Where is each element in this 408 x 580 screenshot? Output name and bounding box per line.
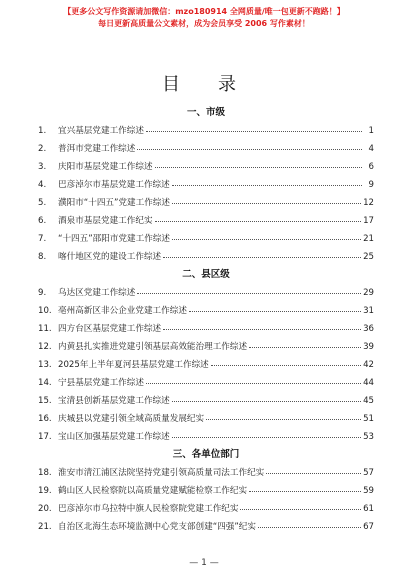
section-heading: 一、市级 <box>186 107 225 118</box>
entry-number: 1. <box>38 126 47 136</box>
entry-number: 5. <box>38 198 47 208</box>
entry-number: 17. <box>38 432 52 442</box>
page-number: — 1 — <box>189 558 219 568</box>
entry-page: 61 <box>363 504 374 514</box>
entry-number: 21. <box>38 522 52 532</box>
entry-title: 亳州高新区非公企业党建工作综述 <box>58 306 187 316</box>
toc-entry[interactable] <box>38 284 374 302</box>
entry-title: 乌达区党建工作综述 <box>58 288 136 298</box>
dot-leader <box>172 401 361 402</box>
toc-entry[interactable] <box>38 410 374 428</box>
toc-entry[interactable] <box>38 212 374 230</box>
entry-title: 宝清县创新基层党建工作综述 <box>58 396 170 406</box>
dot-leader <box>155 221 362 222</box>
toc-entry[interactable] <box>38 356 374 374</box>
toc-entry[interactable] <box>38 230 374 248</box>
dot-leader <box>172 239 361 240</box>
entry-number: 18. <box>38 468 52 478</box>
entry-page: 9 <box>368 180 374 190</box>
entry-page: 6 <box>368 162 374 172</box>
entry-page: 59 <box>363 486 374 496</box>
entry-title: 巴彦淖尔市乌拉特中旗人民检察院党建工作纪实 <box>58 504 239 514</box>
entry-title: 酒泉市基层党建工作纪实 <box>58 216 153 226</box>
entry-page: 4 <box>368 144 374 154</box>
entry-page: 67 <box>363 522 374 532</box>
entry-number: 6. <box>38 216 47 226</box>
entry-title: 庆城县以党建引领全域高质量发展纪实 <box>58 414 205 424</box>
dot-leader <box>189 311 361 312</box>
toc-title: 目 录 <box>162 74 246 95</box>
dot-leader <box>137 293 361 294</box>
entry-page: 25 <box>363 252 374 262</box>
toc-entry[interactable] <box>38 338 374 356</box>
dot-leader <box>172 437 361 438</box>
entry-title: 内黄县扎实推进党建引领基层高效能治理工作综述 <box>58 342 248 352</box>
promo-line-1: 【更多公文写作资源请加微信：mzo180914 全网质量/唯一包更新不跑路！】 <box>63 7 345 16</box>
entry-page: 44 <box>363 378 374 388</box>
toc-entry[interactable] <box>38 248 374 266</box>
promo-header <box>0 6 408 30</box>
section-heading: 三、各单位部门 <box>172 449 240 460</box>
toc-entry[interactable] <box>38 320 374 338</box>
entry-page: 36 <box>363 324 374 334</box>
dot-leader <box>258 527 361 528</box>
dot-leader <box>266 473 361 474</box>
toc-entry[interactable] <box>38 176 374 194</box>
entry-page: 31 <box>363 306 374 316</box>
entry-title: 普洱市党建工作综述 <box>58 144 136 154</box>
toc-entry[interactable] <box>38 122 374 140</box>
entry-number: 4. <box>38 180 47 190</box>
entry-title: 宜兴基层党建工作综述 <box>58 126 144 136</box>
entry-title: 巴彦淖尔市基层党建工作综述 <box>58 180 170 190</box>
entry-number: 20. <box>38 504 52 514</box>
table-of-contents <box>38 104 374 536</box>
entry-page: 17 <box>363 216 374 226</box>
dot-leader <box>163 257 361 258</box>
entry-page: 29 <box>363 288 374 298</box>
entry-page: 12 <box>363 198 374 208</box>
toc-entry[interactable] <box>38 140 374 158</box>
entry-page: 21 <box>363 234 374 244</box>
entry-title: 鹤山区人民检察院以高质量党建赋能检察工作纪实 <box>58 486 248 496</box>
entry-page: 45 <box>363 396 374 406</box>
dot-leader <box>240 509 361 510</box>
entry-number: 12. <box>38 342 52 352</box>
entry-number: 8. <box>38 252 47 262</box>
entry-title: 喀什地区党的建设工作综述 <box>58 252 162 262</box>
dot-leader <box>172 203 361 204</box>
toc-entry[interactable] <box>38 392 374 410</box>
entry-page: 42 <box>363 360 374 370</box>
entry-title: 宝山区加强基层党建工作综述 <box>58 432 170 442</box>
entry-number: 3. <box>38 162 47 172</box>
section-heading: 二、县区级 <box>182 269 230 280</box>
entry-title: 濮阳市“十四五”党建工作综述 <box>58 198 171 208</box>
entry-title: 庆阳市基层党建工作综述 <box>58 162 153 172</box>
toc-entry[interactable] <box>38 500 374 518</box>
entry-page: 51 <box>363 414 374 424</box>
entry-page: 57 <box>363 468 374 478</box>
toc-entry[interactable] <box>38 482 374 500</box>
entry-number: 7. <box>38 234 47 244</box>
entry-title: 四方台区基层党建工作综述 <box>58 324 162 334</box>
dot-leader <box>206 419 361 420</box>
entry-number: 13. <box>38 360 52 370</box>
toc-entry[interactable] <box>38 302 374 320</box>
entry-title: 2025年上半年夏河县基层党建工作综述 <box>58 360 209 370</box>
toc-entry[interactable] <box>38 428 374 446</box>
entry-page: 39 <box>363 342 374 352</box>
dot-leader <box>137 149 362 150</box>
entry-title: 淮安市清江浦区法院坚持党建引领高质量司法工作纪实 <box>58 468 265 478</box>
entry-number: 15. <box>38 396 52 406</box>
dot-leader <box>163 329 361 330</box>
toc-entry[interactable] <box>38 374 374 392</box>
dot-leader <box>155 167 362 168</box>
entry-page: 53 <box>363 432 374 442</box>
promo-line-2: 每日更新高质量公文素材，成为会员享受 2006 写作素材！ <box>98 19 310 28</box>
dot-leader <box>172 185 362 186</box>
dot-leader <box>211 365 361 366</box>
entry-number: 14. <box>38 378 52 388</box>
entry-number: 16. <box>38 414 52 424</box>
entry-title: 宁县基层党建工作综述 <box>58 378 144 388</box>
entry-number: 10. <box>38 306 52 316</box>
entry-page: 1 <box>368 126 374 136</box>
dot-leader <box>146 131 362 132</box>
dot-leader <box>249 491 361 492</box>
toc-entry[interactable] <box>38 158 374 176</box>
entry-title: “十四五”邵阳市党建工作综述 <box>58 234 171 244</box>
entry-number: 19. <box>38 486 52 496</box>
dot-leader <box>146 383 361 384</box>
entry-number: 2. <box>38 144 47 154</box>
dot-leader <box>249 347 361 348</box>
toc-entry[interactable] <box>38 194 374 212</box>
entry-title: 自治区北海生态环境监测中心党支部创建“四强”纪实 <box>58 522 256 532</box>
toc-entry[interactable] <box>38 518 374 536</box>
toc-entry[interactable] <box>38 464 374 482</box>
entry-number: 11. <box>38 324 52 334</box>
entry-number: 9. <box>38 288 47 298</box>
